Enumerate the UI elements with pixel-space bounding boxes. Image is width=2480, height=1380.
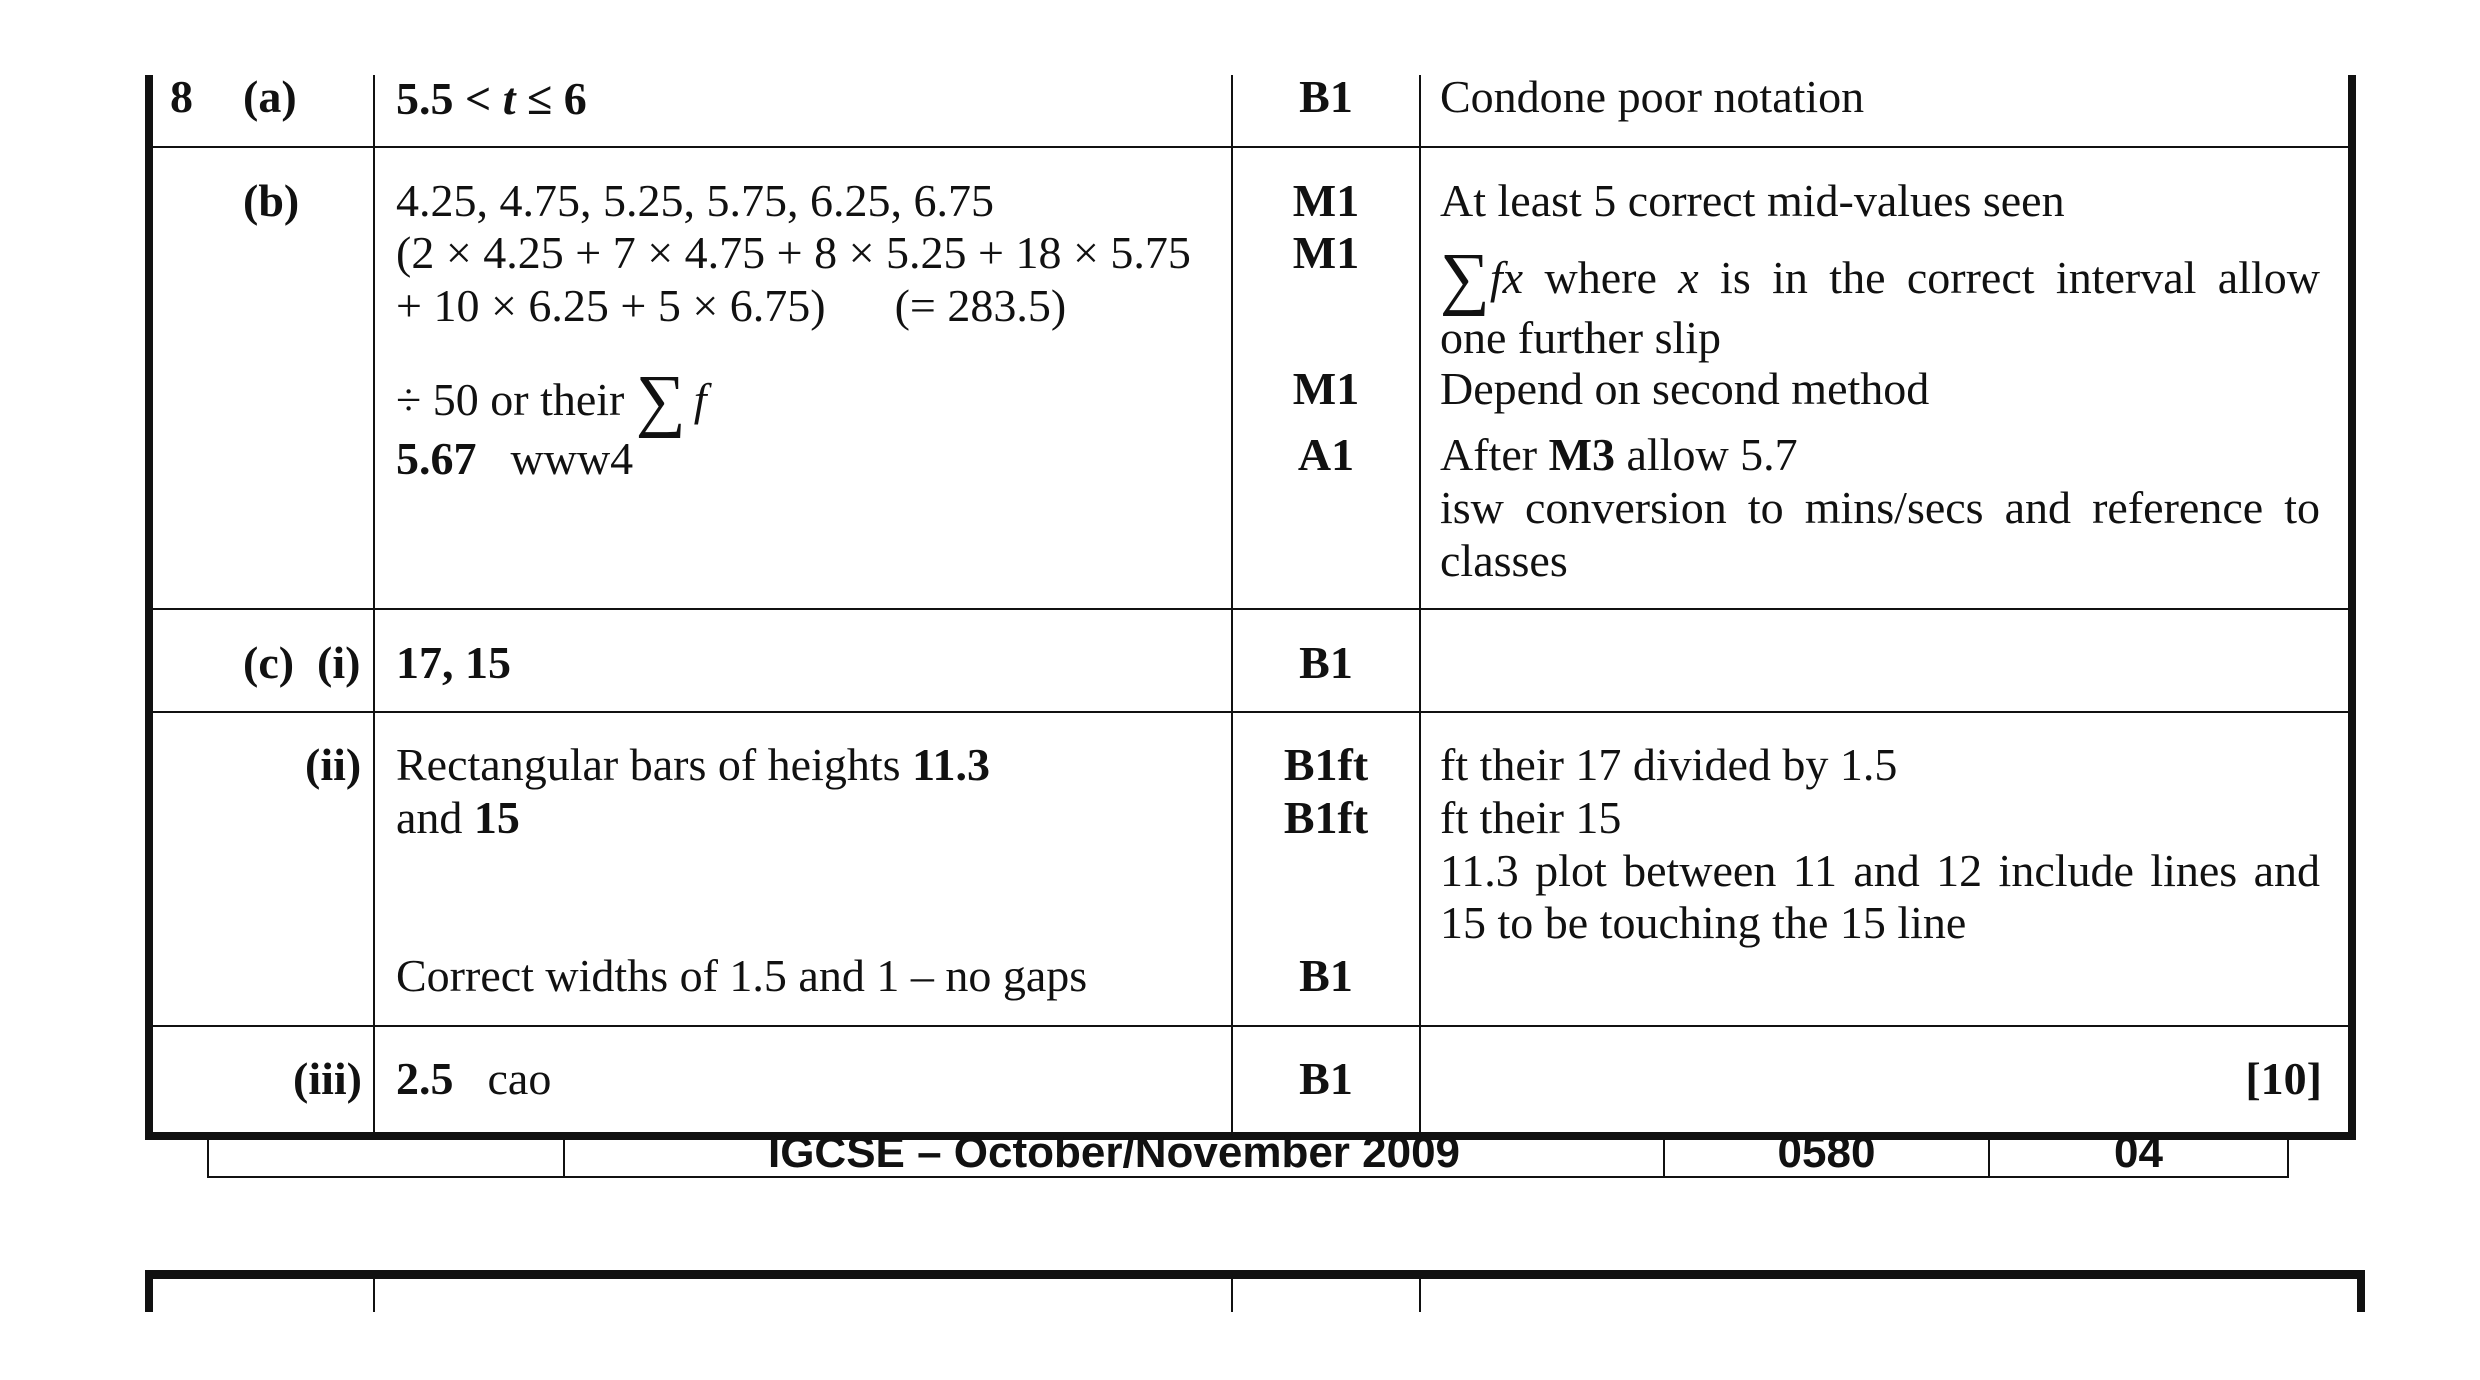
part-c-i-label: (c) (i) bbox=[243, 637, 361, 688]
next-table-divider-3 bbox=[1419, 1270, 1421, 1312]
footer-paper-number: 04 bbox=[2114, 1128, 2163, 1177]
part-b-note-5-line-1: isw conversion to mins/secs and reference to bbox=[1440, 482, 2320, 533]
part-c-ii-height-2: 15 bbox=[473, 792, 520, 843]
part-b-note-4-c: allow 5.7 bbox=[1614, 429, 1798, 480]
part-a-answer bbox=[396, 72, 587, 126]
part-c-ii-mark-2: B1ft bbox=[1283, 792, 1369, 843]
part-b-note-2-text-2: is in the correct interval allow bbox=[1698, 252, 2320, 303]
part-c-ii-height-1: 11.3 bbox=[912, 739, 991, 790]
part-c-ii-mark-3: B1 bbox=[1299, 950, 1353, 1001]
row-divider-3 bbox=[153, 711, 2348, 713]
part-a-mark: B1 bbox=[1299, 71, 1353, 122]
column-divider-1 bbox=[373, 75, 375, 1135]
part-c-i-answer: 17, 15 bbox=[396, 637, 511, 688]
footer-left-border bbox=[207, 1140, 209, 1178]
part-b-line-5 bbox=[396, 432, 633, 486]
part-b-www4: www4 bbox=[510, 433, 634, 484]
next-table-top-border bbox=[145, 1270, 2365, 1279]
part-b-note-1: At least 5 correct mid-values seen bbox=[1440, 175, 2065, 226]
part-c-ii-line-1-text: Rectangular bars of heights bbox=[396, 739, 913, 790]
row-divider-2 bbox=[153, 608, 2348, 610]
part-b-note-2-line-2: one further slip bbox=[1440, 312, 1722, 363]
part-b-line-3: + 10 × 6.25 + 5 × 6.75) (= 283.5) bbox=[396, 280, 1067, 331]
part-c-ii-note-2: ft their 15 bbox=[1440, 792, 1622, 843]
part-b-note-4-a: After bbox=[1440, 429, 1549, 480]
row-divider-1 bbox=[153, 146, 2348, 148]
column-divider-3 bbox=[1419, 75, 1421, 1135]
part-b-note-2-fx: fx bbox=[1489, 252, 1524, 303]
footer-syllabus-code: 0580 bbox=[1777, 1128, 1876, 1177]
part-b-line-4 bbox=[396, 358, 707, 439]
part-b-note-5-line-2: classes bbox=[1440, 535, 1568, 586]
part-a-answer-variable: t bbox=[502, 73, 516, 124]
sigma-symbol: ∑ bbox=[1440, 240, 1490, 317]
part-c-ii-note-3-line-2: 15 to be touching the 15 line bbox=[1440, 897, 1967, 948]
part-b-line-4-f: f bbox=[693, 374, 707, 425]
part-c-iii-mark: B1 bbox=[1299, 1053, 1353, 1104]
table-left-border bbox=[145, 75, 153, 1140]
next-table-divider-1 bbox=[373, 1270, 375, 1312]
sigma-symbol: ∑ bbox=[635, 362, 686, 439]
part-a-note: Condone poor notation bbox=[1440, 71, 1865, 122]
part-b-note-2 bbox=[1440, 236, 2320, 317]
next-table-left-border bbox=[145, 1270, 153, 1312]
part-b-line-4-text: ÷ 50 or their bbox=[396, 374, 636, 425]
part-c-iii-cao: cao bbox=[487, 1053, 552, 1104]
part-b-note-3: Depend on second method bbox=[1440, 363, 1930, 414]
part-c-i-mark: B1 bbox=[1299, 637, 1353, 688]
footer-exam-session: IGCSE – October/November 2009 bbox=[767, 1128, 1461, 1177]
part-c-ii-line-2 bbox=[396, 791, 520, 845]
row-divider-4 bbox=[153, 1025, 2348, 1027]
part-b-mark-2: M1 bbox=[1292, 227, 1360, 278]
part-c-iii-answer bbox=[396, 1052, 551, 1106]
part-c-ii-line-3: Correct widths of 1.5 and 1 – no gaps bbox=[396, 950, 1088, 1001]
part-c-ii-note-3-line-1: 11.3 plot between 11 and 12 include lines and bbox=[1440, 845, 2320, 896]
part-b-final-answer: 5.67 bbox=[396, 433, 477, 484]
part-b-line-1: 4.25, 4.75, 5.25, 5.75, 6.25, 6.75 bbox=[396, 175, 994, 226]
part-a-label: (a) bbox=[243, 71, 297, 122]
part-b-mark-1: M1 bbox=[1292, 175, 1360, 226]
question-total-marks: [10] bbox=[2245, 1053, 2322, 1104]
part-c-ii-line-1 bbox=[396, 738, 990, 792]
part-c-iii-label: (iii) bbox=[293, 1053, 362, 1104]
part-b-note-4-m3: M3 bbox=[1548, 429, 1615, 480]
next-table-divider-2 bbox=[1231, 1270, 1233, 1312]
part-c-iii-value: 2.5 bbox=[396, 1053, 454, 1104]
part-c-ii-label: (ii) bbox=[305, 739, 362, 790]
part-c-ii-note-1: ft their 17 divided by 1.5 bbox=[1440, 739, 1898, 790]
part-b-note-2-text-1: where bbox=[1523, 252, 1679, 303]
next-table-right-border bbox=[2357, 1270, 2365, 1312]
part-a-answer-1: 5.5 < bbox=[396, 73, 503, 124]
part-b-line-2: (2 × 4.25 + 7 × 4.75 + 8 × 5.25 + 18 × 5.75 bbox=[396, 227, 1191, 278]
part-c-ii-line-2-text: and bbox=[396, 792, 474, 843]
question-number: 8 bbox=[170, 71, 193, 122]
part-a-answer-2: ≤ 6 bbox=[515, 73, 587, 124]
footer-right-border bbox=[2287, 1140, 2289, 1178]
part-b-mark-4: A1 bbox=[1297, 429, 1355, 480]
part-b-label: (b) bbox=[243, 175, 300, 226]
table-right-border bbox=[2348, 75, 2356, 1140]
part-c-ii-mark-1: B1ft bbox=[1283, 739, 1369, 790]
part-b-note-4 bbox=[1440, 428, 1798, 482]
part-b-mark-3: M1 bbox=[1292, 363, 1360, 414]
part-b-note-2-x: x bbox=[1678, 252, 1699, 303]
